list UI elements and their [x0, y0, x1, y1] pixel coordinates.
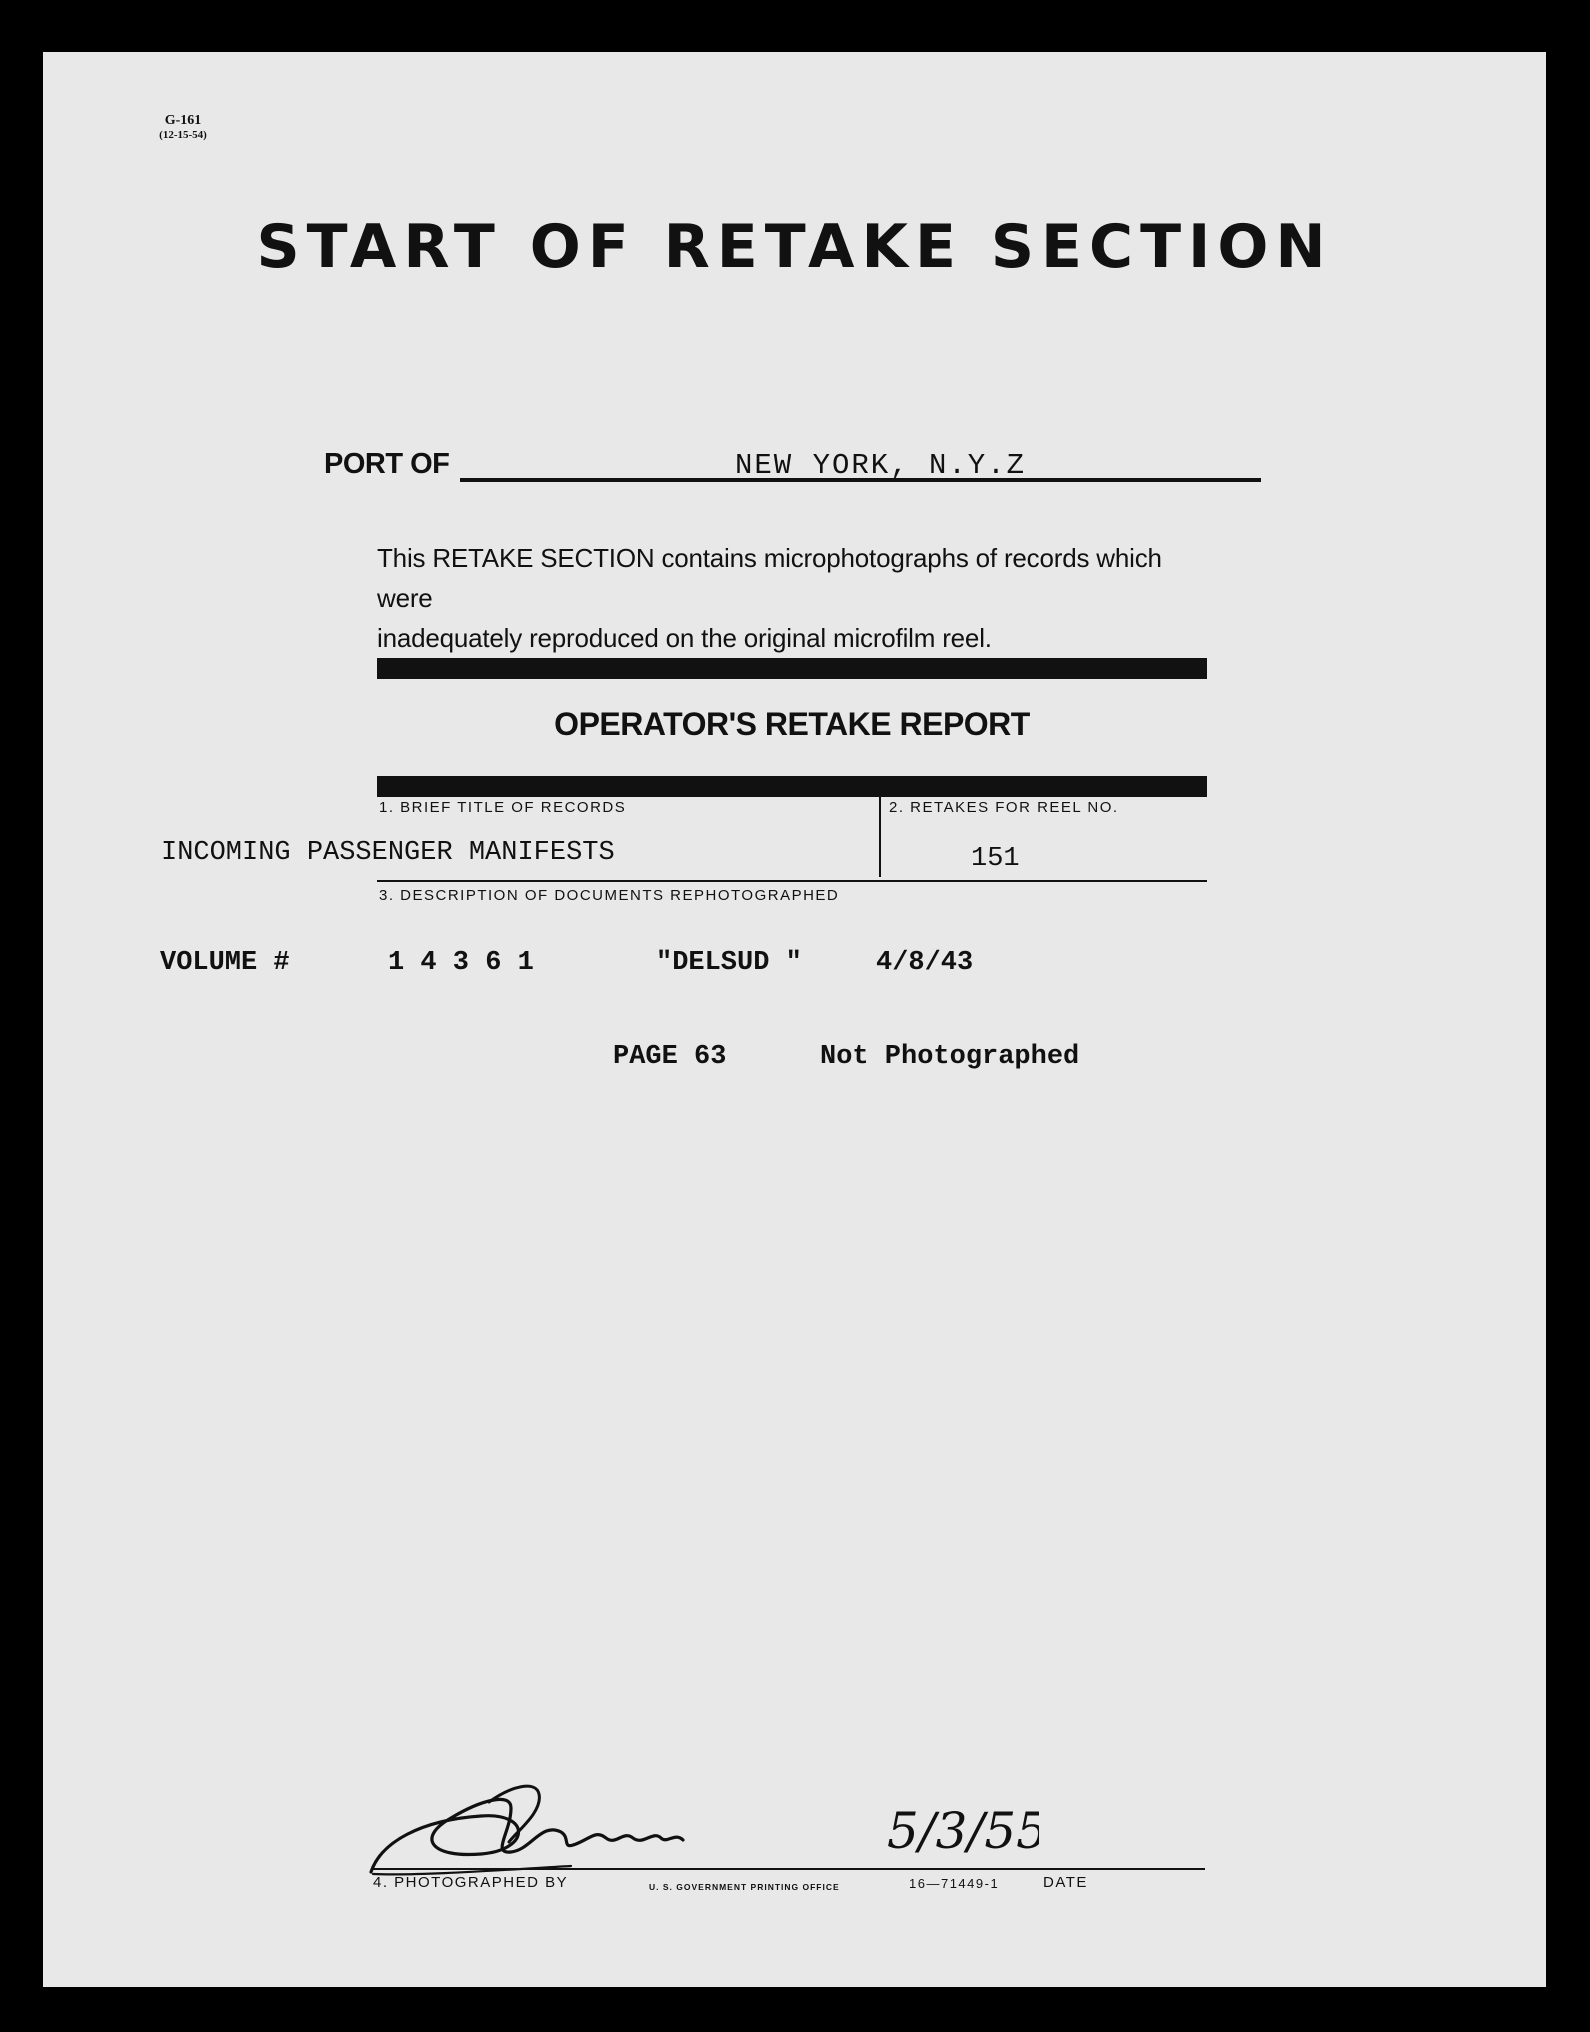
field-underline — [377, 880, 1207, 882]
description-label: 3. DESCRIPTION OF DOCUMENTS REPHOTOGRAPHED — [379, 887, 840, 904]
form-number — [143, 114, 223, 142]
signature-line — [373, 1868, 1205, 1870]
svg-text:5/3/55: 5/3/55 — [887, 1802, 1039, 1860]
reel-label: 2. RETAKES FOR REEL NO. — [889, 799, 1119, 816]
signature-scribble — [361, 1772, 701, 1882]
volume-label: VOLUME # — [160, 948, 290, 978]
port-label: PORT OF — [324, 448, 450, 480]
form-number-date: (12-15-54) — [159, 129, 207, 141]
signed-date-handwriting — [879, 1790, 1039, 1870]
divider-bar-bottom — [377, 776, 1207, 797]
page-number: PAGE 63 — [613, 1042, 727, 1072]
form-sheet — [43, 52, 1546, 1987]
divider-bar-top — [377, 658, 1207, 679]
photographed-by-label: 4. PHOTOGRAPHED BY — [373, 1874, 569, 1891]
volume-number: 1 4 3 6 1 — [388, 948, 534, 978]
intro-line-1: This RETAKE SECTION contains microphotographs of records which were — [377, 543, 1162, 613]
port-value: NEW YORK, N.Y.Z — [734, 449, 1027, 482]
photo-status: Not Photographed — [820, 1042, 1080, 1072]
reel-value: 151 — [971, 844, 1020, 874]
brief-title-value: INCOMING PASSENGER MANIFESTS — [161, 838, 615, 868]
page-title: START OF RETAKE SECTION — [256, 212, 1333, 282]
gpo-imprint: U. S. GOVERNMENT PRINTING OFFICE — [649, 1882, 840, 1892]
gpo-number: 16—71449-1 — [909, 1876, 1000, 1891]
field-divider — [879, 797, 881, 877]
intro-text — [377, 538, 1217, 658]
signed-date — [879, 1790, 1039, 1870]
brief-title-label: 1. BRIEF TITLE OF RECORDS — [379, 799, 627, 816]
operator-signature — [361, 1772, 701, 1882]
date-label: DATE — [1043, 1874, 1088, 1891]
form-number-code: G-161 — [164, 113, 202, 128]
ship-date: 4/8/43 — [876, 948, 974, 978]
ship-name: "DELSUD " — [656, 948, 802, 978]
intro-line-2: inadequately reproduced on the original microfilm reel. — [377, 623, 992, 653]
report-title: OPERATOR'S RETAKE REPORT — [554, 706, 1030, 742]
